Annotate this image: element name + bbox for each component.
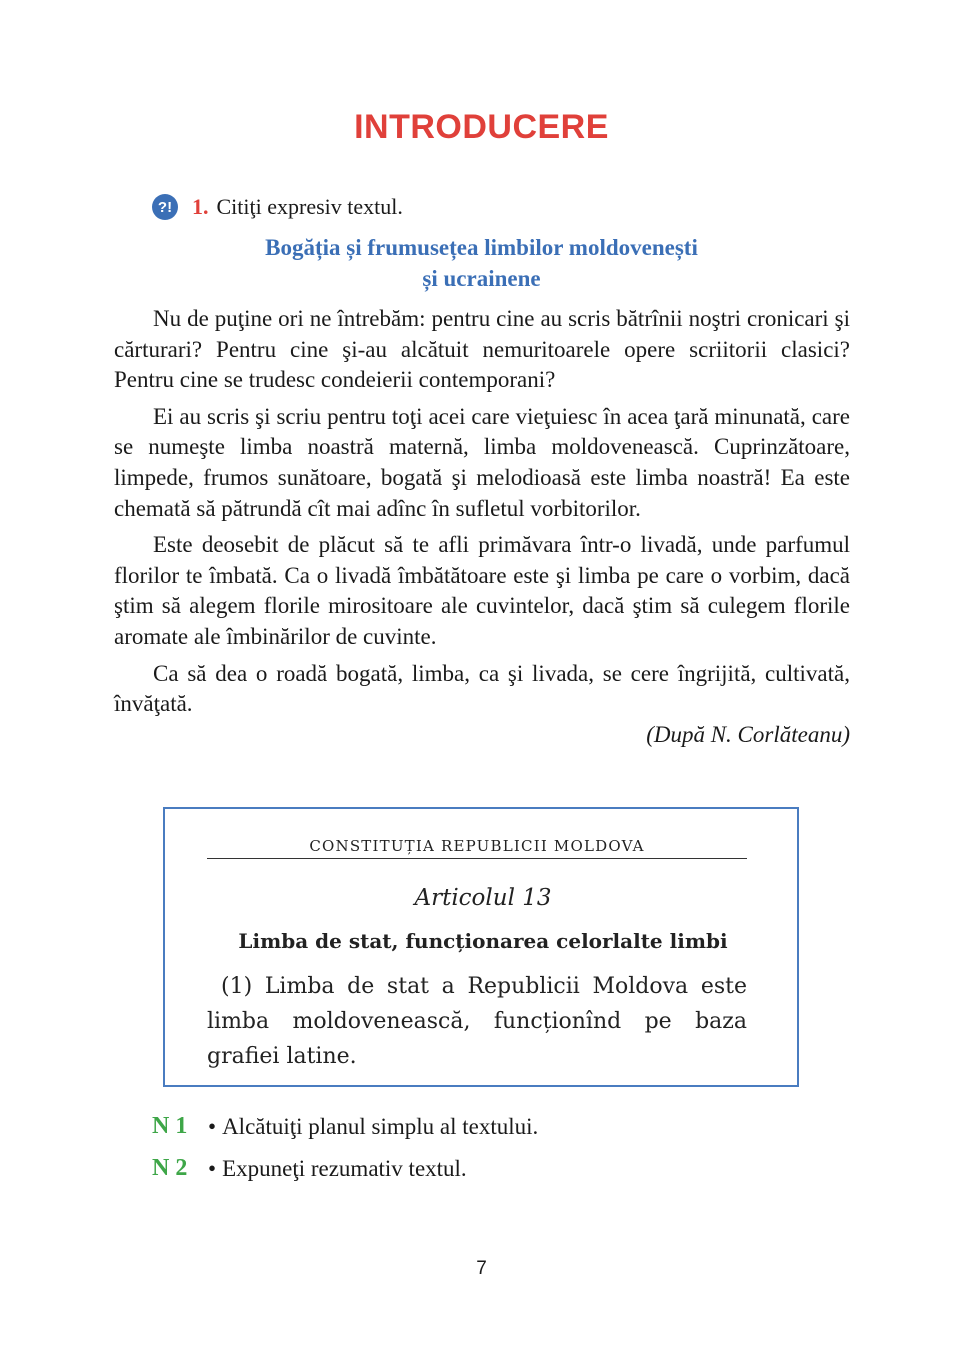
bullet: • [208,1155,217,1181]
exercise-badge: N 1 [152,1113,188,1139]
header-divider [207,858,747,859]
exercise-2 [152,1155,467,1182]
paragraph: Ei au scris şi scriu pentru toţi acei care vieţuiesc în acea ţară minunată, care se numeşte limba noastră maternă, limba moldovenească. Cuprinzătoare, limpede, frumos sunătoare, bogată şi melodioasă este limba noastră! Ea este chemată să pătrundă cît mai adînc în sufletul vorbitorilor. [114,403,850,521]
task-instruction: Citiţi expresiv textul. [216,194,403,219]
constitution-header: CONSTITUȚIA REPUBLICII MOLDOVA [309,837,645,855]
text-source: (După N. Corlăteanu) [646,721,850,747]
text-title-line-1: Bogăția și frumusețea limbilor moldovenești [265,235,698,260]
exercise-1 [152,1113,538,1140]
text-title-line-2: și ucrainene [422,266,541,291]
question-exclamation-icon: ?! [152,194,178,220]
exercise-text: Alcătuiţi planul simplu al textului. [222,1113,539,1139]
paragraph: Ca să dea o roadă bogată, limba, ca şi livada, se cere îngrijită, cultivată, învăţată. [114,660,850,717]
text-title [0,232,963,294]
exercise-text: Expuneţi rezumativ textul. [222,1155,467,1181]
reading-text [114,304,850,756]
paragraph: Nu de puţine ori ne întrebăm: pentru cine au scris bătrînii noştri cronicari şi cărturari? Pentru cine şi-au alcătuit nemuritoarele opere scriitorii clasici? Pentru cine se trudesc condeierii contemporani? [114,306,850,393]
article-number: Articolul 13 [414,885,552,911]
page-heading: INTRODUCERE [354,108,609,146]
article-body: (1) Limba de stat a Republicii Moldova este limba moldovenească, funcționînd pe baza grafiei latine. [207,974,747,1069]
exercise-badge: N 2 [152,1155,188,1181]
paragraph: Este deosebit de plăcut să te afli primăvara într-o livadă, unde parfumul florilor te îmbată. Ca o livadă îmbătătoare este şi limba pe care o vorbim, dacă ştim să alegem florile mirositoare ale cuvintelor, dacă ştim să culegem florile aromate ale îmbinărilor de cuvinte. [114,532,850,649]
task-1 [152,190,403,224]
bullet: • [208,1113,217,1139]
page-number: 7 [476,1258,487,1279]
article-subtitle: Limba de stat, funcționarea celorlalte limbi [238,929,728,953]
constitution-box [163,807,799,1087]
task-number: 1. [192,194,209,219]
